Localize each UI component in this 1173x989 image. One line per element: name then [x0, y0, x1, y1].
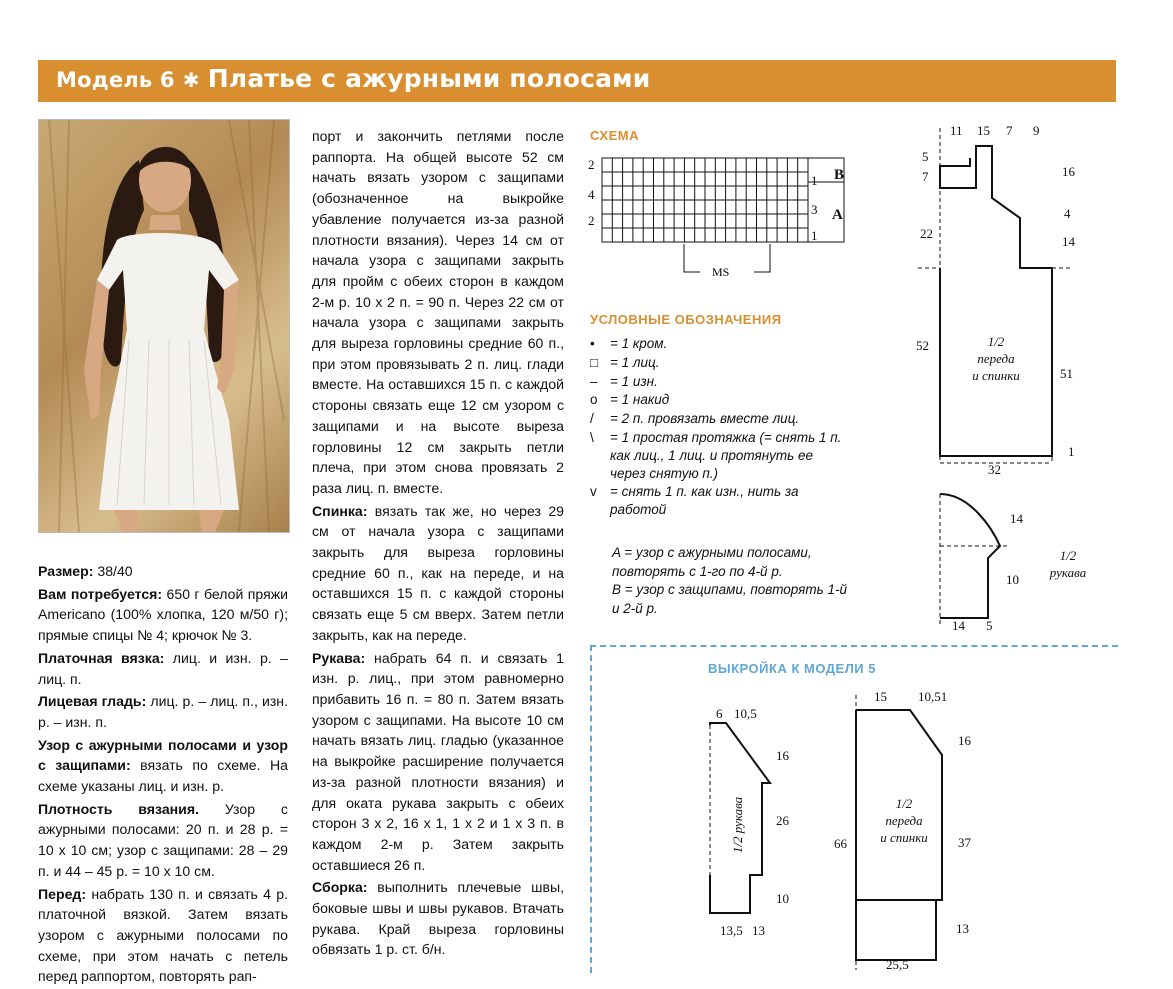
gauge-paragraph	[38, 799, 288, 882]
m5-body-right-1: 16	[958, 733, 971, 748]
size-paragraph	[38, 561, 288, 582]
sleeve-dim-2: 10	[1006, 572, 1019, 587]
m5-sleeve-bottom-1: 13,5	[720, 923, 743, 938]
m5-body-bottom: 25,5	[886, 957, 909, 972]
legend-item	[590, 429, 845, 482]
pattern-label: Узор с ажурными полосами и узор с защипами:	[38, 736, 288, 774]
middle-column	[312, 126, 564, 962]
front-text: набрать 130 п. и связать 4 р. платочной вязкой. Затем вязать узором с ажурными полосами по схеме, при этом начать с петель перед раппортом, повторять рап-	[38, 885, 288, 985]
sleeves-text: набрать 64 п. и связать 1 изн. р. лиц., при этом равномерно прибавить 16 п. = 80 п. Затем вязать узором с защипами. На высоте 10 см начать вязать лиц. гладью (указанное на выкройке расширение получается из-за разной плотности вязания) и для оката рукава закрыть с обеих сторон 3 х 2, 16 х 1, 1 х 2 и 1 х 3 п. в каждом 2-м р. Затем закрыть оставшиеся 26 п.	[312, 649, 565, 873]
m5-sleeve-right-1: 16	[776, 748, 789, 763]
m5-body-right-3: 13	[956, 921, 969, 936]
sleeve-dim-4: 5	[986, 618, 993, 633]
legend-title: УСЛОВНЫЕ ОБОЗНАЧЕНИЯ	[590, 312, 782, 327]
k2tog-icon: /	[590, 411, 594, 427]
m5-body-left: 66	[834, 836, 847, 851]
header-bar	[38, 60, 1116, 102]
legend-item	[590, 391, 845, 409]
legend-text: = 2 п. провязать вместе лиц.	[610, 411, 800, 427]
section-divider-vertical	[590, 645, 592, 973]
m5-body-label-2: переда	[885, 813, 923, 828]
legend-item	[590, 335, 845, 353]
front-back-schematic	[900, 118, 1110, 638]
legend-text: = 1 простая протяжка (= снять 1 п. как лиц., 1 лиц. и протянуть ее через снятую п.)	[610, 429, 842, 481]
dim-right-5: 1	[1068, 444, 1075, 459]
legend-text: = 1 кром.	[610, 336, 668, 351]
ms-label: MS	[712, 265, 730, 279]
note-b: B = узор с защипами, повторять 1-й и 2-й р.	[612, 582, 847, 616]
piece-label-3: и спинки	[972, 368, 1020, 383]
m5-body-top-1: 15	[874, 689, 887, 704]
dim-left-3: 22	[920, 226, 933, 241]
back-paragraph	[312, 501, 564, 646]
m5-sleeve-right-3: 10	[776, 891, 789, 906]
legend-item	[590, 373, 845, 391]
knit-icon: □	[590, 354, 599, 370]
garter-label: Платочная вязка:	[38, 649, 165, 666]
sleeve-dim-3: 14	[952, 618, 965, 633]
sleeve-dim-1: 14	[1010, 511, 1023, 526]
selvedge-icon: •	[590, 336, 595, 351]
pattern-notes	[612, 544, 852, 618]
dim-top-2: 15	[977, 123, 990, 138]
model5-schematic	[690, 685, 990, 975]
dim-right-1: 16	[1062, 164, 1075, 179]
size-value: 38/40	[97, 563, 133, 579]
ssk-icon: \	[590, 429, 594, 445]
back-label: Спинка:	[312, 502, 368, 519]
stockinette-text: лиц. р. – лиц. п., изн. р. – изн. п.	[38, 693, 288, 730]
front-label: Перед:	[38, 885, 87, 902]
note-a: A = узор с ажурными полосами, повторять с 1-го по 4-й р.	[612, 545, 812, 579]
pattern-text: вязать по схеме. На схеме указаны лиц. и изн. р.	[38, 757, 288, 795]
slip-icon: v	[590, 484, 597, 500]
schema-title: СХЕМА	[590, 128, 639, 143]
materials-text: 650 г белой пряжи Americano (100% хлопка, 120 м/50 г); прямые спицы № 4; крючок № 3.	[38, 585, 289, 644]
dim-left-1: 5	[922, 149, 929, 164]
dim-bottom: 32	[988, 462, 1001, 477]
size-label: Размер:	[38, 563, 94, 579]
front-paragraph	[38, 884, 288, 988]
gauge-text: Узор с ажурными полосами: 20 п. и 28 р. = 10 х 10 см; узор с защипами: 28 – 29 п. и 44 – 45 р. = 10 х 10 см.	[38, 800, 288, 879]
materials-label: Вам потребуется:	[38, 585, 163, 602]
stitch-chart	[584, 152, 864, 282]
piece-label-1: 1/2	[987, 334, 1005, 349]
dim-left-4: 52	[916, 338, 929, 353]
legend-item	[590, 354, 845, 372]
legend-text: = 1 лиц.	[610, 354, 660, 370]
garter-text: лиц. и изн. р. – лиц. п.	[38, 649, 288, 687]
sleeve-label-1: 1/2	[1059, 548, 1077, 563]
title-text: Платье с ажурными полосами	[207, 64, 651, 93]
legend-item	[590, 410, 845, 428]
row-num-left-2: 4	[588, 187, 595, 202]
legend-item	[590, 483, 845, 519]
row-num-right-2: 3	[811, 202, 818, 217]
sleeves-paragraph	[312, 648, 564, 876]
sleeves-label: Рукава:	[312, 649, 366, 666]
back-text: вязать так же, но через 29 см от начала узора с защипами закрыть для выреза горловины средние 60 п., как на переде, и на оставшихся 15 п. с каждой стороны связать еще 5 см вверх. Затем петли закрыть, как на переде.	[312, 502, 564, 643]
legend-text: = 1 изн.	[610, 373, 658, 389]
model-number: Модель 6	[56, 68, 175, 92]
legend-text: = 1 накид	[610, 392, 670, 408]
dim-right-3: 14	[1062, 234, 1075, 249]
assembly-paragraph	[312, 877, 564, 960]
left-column	[38, 561, 288, 989]
m5-sleeve-top-1: 6	[716, 706, 723, 721]
model5-title: ВЫКРОЙКА К МОДЕЛИ 5	[708, 661, 876, 676]
m5-sleeve-top-2: 10,5	[734, 706, 757, 721]
pattern-paragraph	[38, 735, 288, 797]
purl-icon: –	[590, 373, 598, 389]
materials-paragraph	[38, 584, 288, 646]
stockinette-label: Лицевая гладь:	[38, 693, 147, 710]
star-icon: ✱	[182, 68, 200, 92]
legend-text: = снять 1 п. как изн., нить за работой	[610, 484, 799, 518]
piece-label-2: переда	[977, 351, 1015, 366]
dim-right-4: 51	[1060, 366, 1073, 381]
row-num-left-3: 2	[588, 213, 595, 228]
dim-top-4: 9	[1033, 123, 1040, 138]
front-continued: порт и закончить петлями после раппорта. На общей высоте 52 см начать вязать узором с защипами (обозначенное на выкройке убавление получается из-за разной плотности вязания). Через 14 см от начала узора с защипами закрыть для пройм с обеих сторон в каждом 2-м р. 10 х 2 п. = 90 п. Через 22 см от начала узора с защипами закрыть для выреза горловины средние 60 п., при этом провязывать 2 п. лиц. глади вместе. На оставшихся 15 п. с каждой стороны связать еще 12 см узором с защипами и на высоте выреза горловины 12 см закрыть петли плеча, при этом снова провязать 2 раза лиц. п. вместе.	[312, 128, 564, 496]
legend	[590, 335, 845, 520]
m5-body-label-1: 1/2	[895, 796, 913, 811]
m5-sleeve-right-2: 26	[776, 813, 789, 828]
assembly-text: выполнить плечевые швы, боковые швы и швы рукавов. Втачать рукава. Край выреза горловины обвязать 1 р. ст. б/н.	[312, 879, 564, 958]
dim-left-2: 7	[922, 169, 929, 184]
label-b: B	[834, 167, 845, 183]
m5-sleeve-bottom-2: 13	[752, 923, 765, 938]
model-photo	[38, 119, 290, 533]
dim-top-3: 7	[1006, 123, 1013, 138]
m5-body-label-3: и спинки	[880, 830, 928, 845]
m5-body-right-2: 37	[958, 835, 971, 850]
section-divider	[590, 645, 1118, 647]
row-num-right-1: 1	[811, 173, 818, 188]
label-a: A	[832, 207, 843, 223]
yarn-over-icon: o	[590, 392, 598, 408]
stockinette-paragraph	[38, 691, 288, 732]
assembly-label: Сборка:	[312, 879, 368, 896]
gauge-label: Плотность вязания.	[38, 800, 199, 817]
dim-top-1: 11	[950, 123, 963, 138]
dim-right-2: 4	[1064, 206, 1071, 221]
sleeve-label-2: рукава	[1049, 565, 1087, 580]
m5-sleeve-label: 1/2 рукава	[730, 796, 745, 854]
row-num-right-3: 1	[811, 228, 818, 243]
row-num-left-1: 2	[588, 157, 595, 172]
garter-paragraph	[38, 648, 288, 689]
page-title	[56, 64, 651, 93]
m5-body-top-2: 10,51	[918, 689, 948, 704]
